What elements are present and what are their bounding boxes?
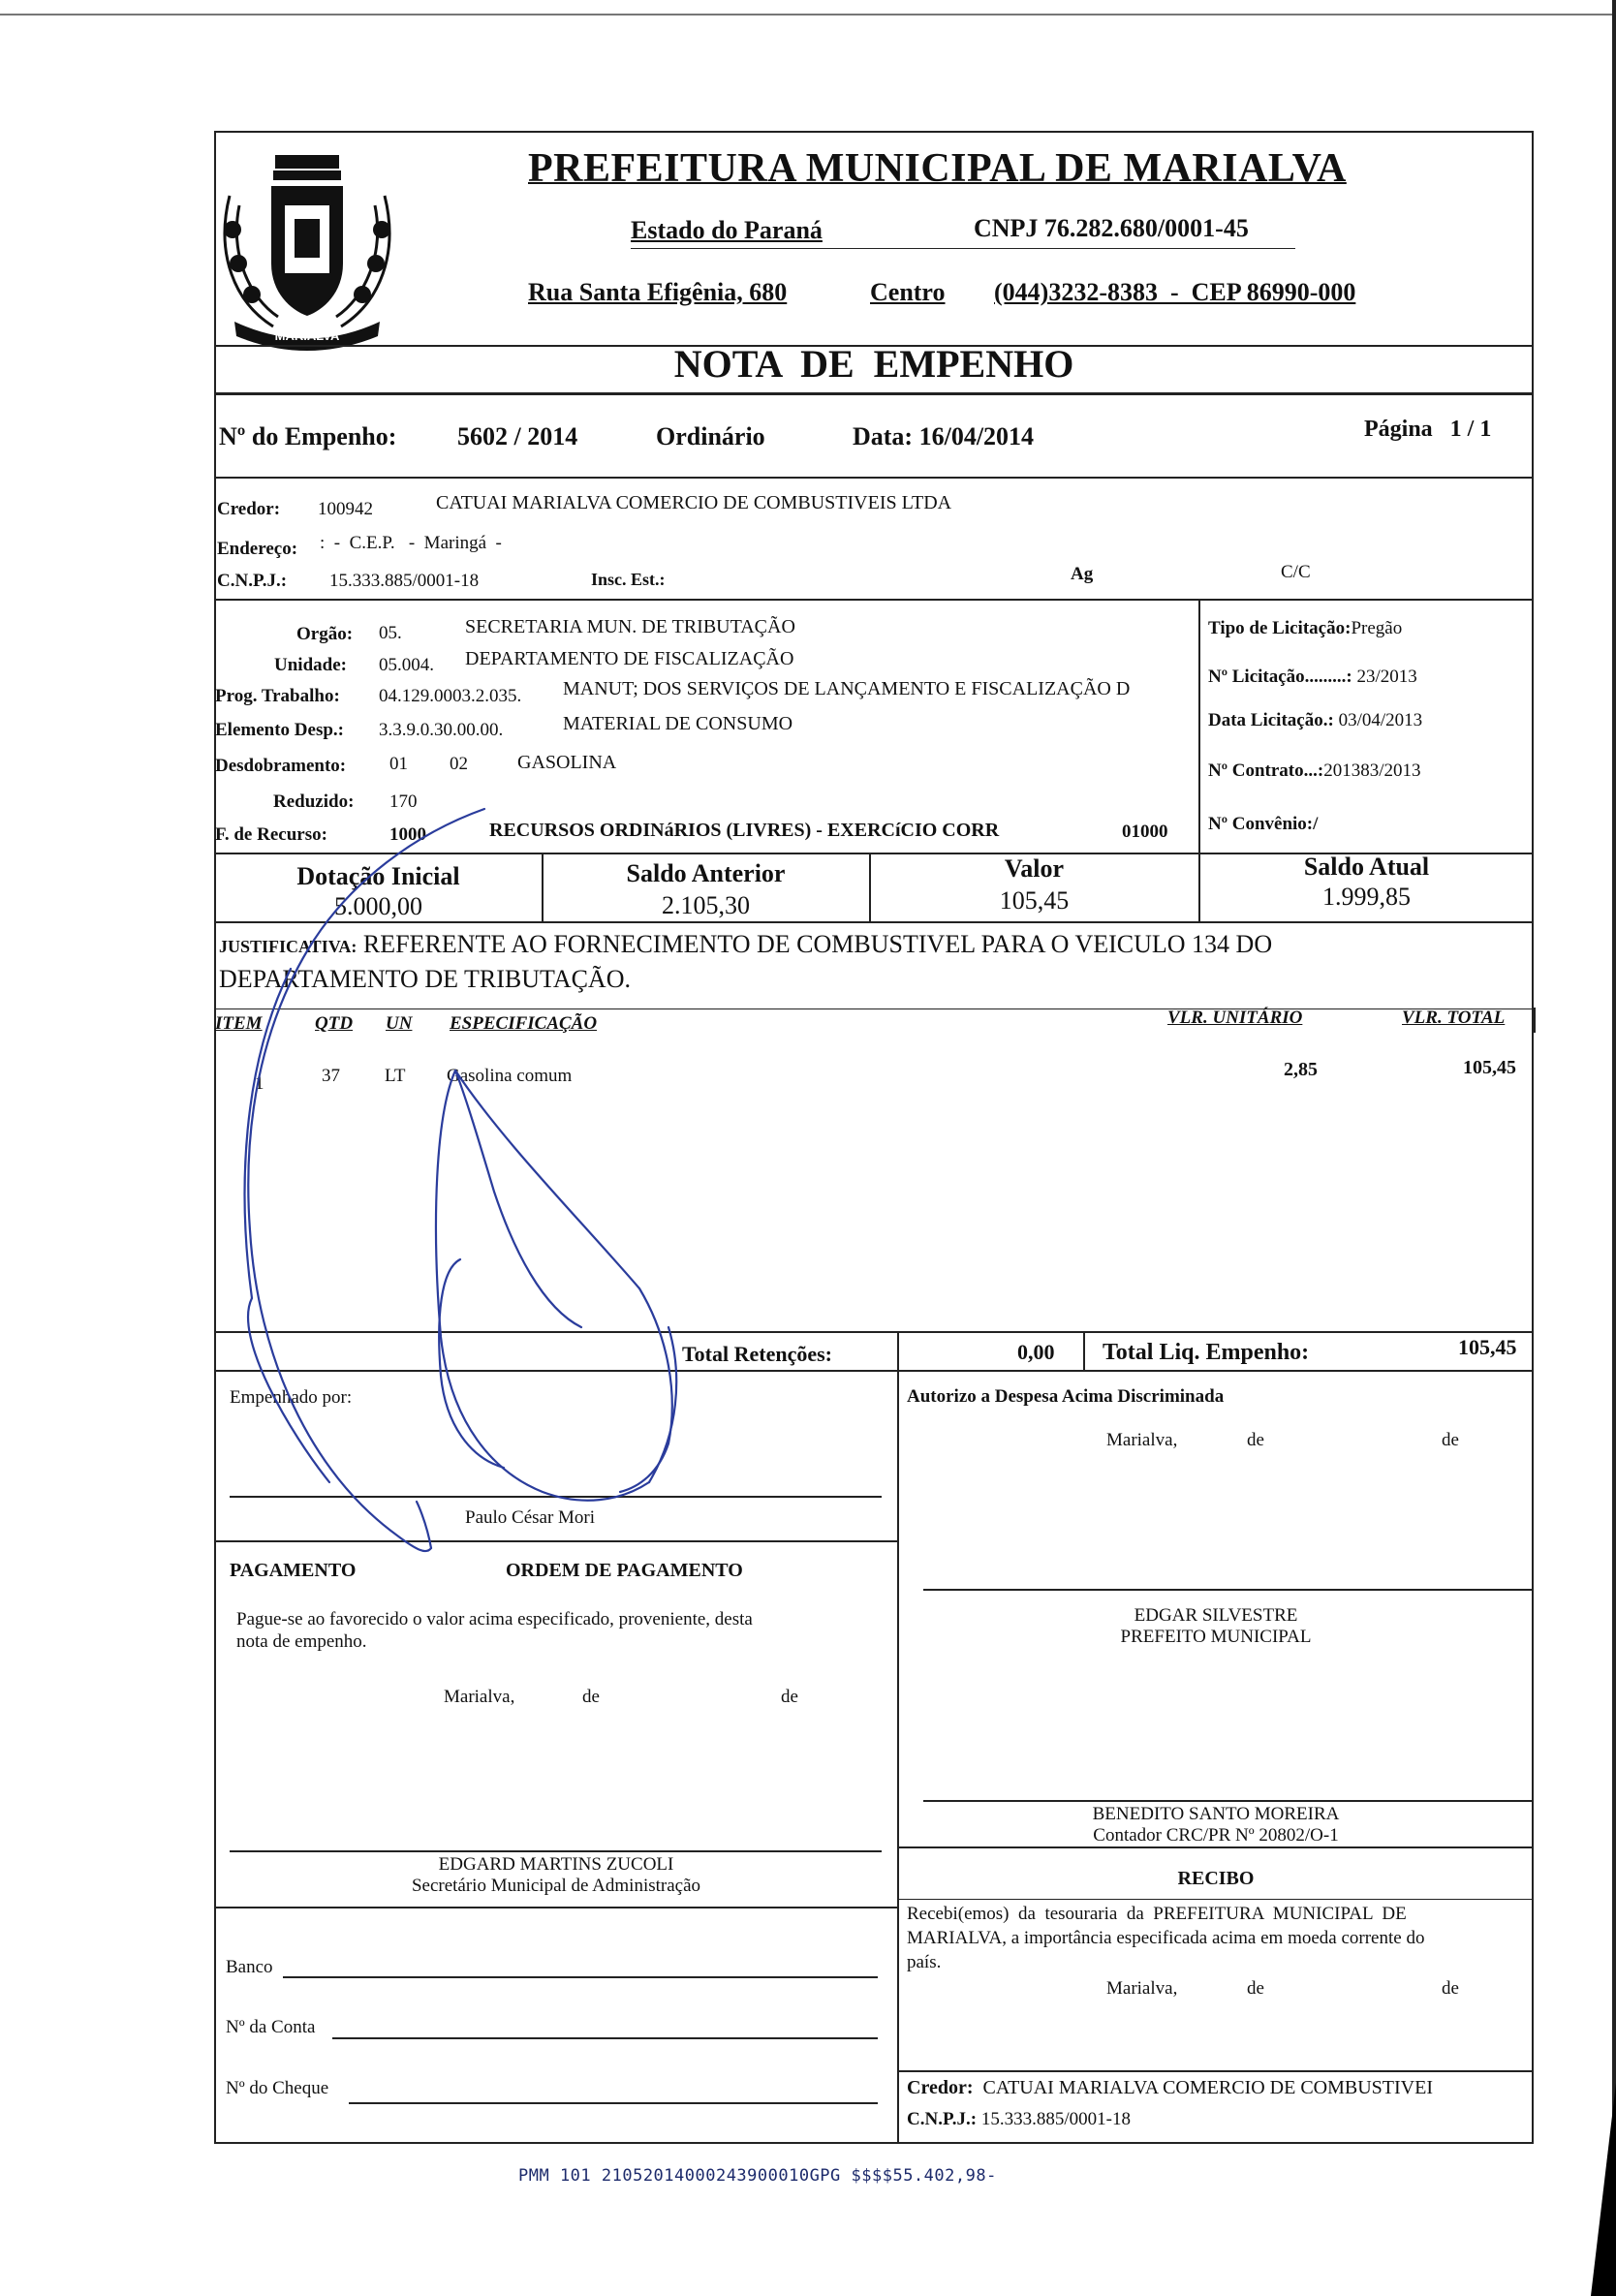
divider	[1534, 1008, 1536, 1033]
secretario-signature	[215, 1854, 897, 1897]
scan-edge-right	[1612, 0, 1616, 2296]
dotacao-inicial-label: Dotação Inicial	[296, 862, 460, 890]
reduzido-label: Reduzido:	[273, 791, 355, 812]
divider	[214, 1907, 898, 1908]
header-phone-cep: (044)3232-8383 - CEP 86990-000	[994, 278, 1356, 306]
divider	[898, 2070, 1534, 2072]
recurso-label: F. de Recurso:	[215, 824, 327, 845]
pagamento-label: PAGAMENTO	[230, 1560, 357, 1581]
item-especificacao: Gasolina comum	[447, 1066, 573, 1086]
saldo-atual-label: Saldo Atual	[1303, 853, 1430, 881]
col-item: ITEM	[215, 1013, 263, 1034]
desdobramento-label: Desdobramento:	[215, 756, 347, 776]
cheque-label: Nº do Cheque	[226, 2078, 329, 2098]
col-qtd: QTD	[315, 1013, 354, 1034]
endereco-label: Endereço:	[217, 539, 298, 559]
item-qtd: 37	[322, 1066, 340, 1086]
prog-trabalho-code: 04.129.0003.2.035.	[379, 686, 522, 706]
endereco-value: : - C.E.P. - Maringá -	[320, 533, 502, 553]
valor-value: 105,45	[999, 886, 1070, 915]
ordem-pagamento-label: ORDEM DE PAGAMENTO	[506, 1560, 743, 1581]
tipo-licitacao: Tipo de Licitação:Pregão	[1208, 618, 1403, 638]
empenho-number: 5602 / 2014	[457, 422, 578, 450]
desdobramento-b: 02	[450, 754, 468, 774]
empenhado-por-name: Paulo César Mori	[465, 1507, 596, 1528]
pagamento-de-1: de	[582, 1687, 600, 1707]
prog-trabalho-name: MANUT; DOS SERVIÇOS DE LANÇAMENTO E FISCALIZAÇÃO D	[563, 678, 1131, 699]
recibo-text-2: MARIALVA, a importância especificada acima em moeda corrente do	[907, 1928, 1425, 1948]
saldo-atual-value: 1.999,85	[1322, 883, 1411, 911]
prog-trabalho-label: Prog. Trabalho:	[215, 686, 340, 706]
divider	[1198, 599, 1200, 854]
desdobramento-a: 01	[389, 754, 408, 774]
signature-line	[230, 1850, 882, 1852]
header-street: Rua Santa Efigênia, 680	[528, 278, 788, 306]
prefeito-signature	[898, 1605, 1534, 1648]
divider	[897, 1370, 899, 2144]
empenho-label: Nº do Empenho:	[219, 422, 397, 450]
divider	[897, 1331, 899, 1370]
header-district: Centro	[870, 278, 946, 306]
signature-line	[923, 1800, 1534, 1802]
divider	[898, 1899, 1534, 1900]
pagamento-text	[236, 1608, 895, 1653]
recibo-de-1: de	[1247, 1978, 1264, 1999]
total-retencoes-label: Total Retenções:	[682, 1342, 832, 1366]
scan-edge-top	[0, 14, 1616, 16]
header-state: Estado do Paraná	[631, 216, 823, 244]
header-cnpj: CNPJ 76.282.680/0001-45	[974, 214, 1249, 242]
header-underline	[631, 248, 1295, 249]
recurso-name: RECURSOS ORDINáRIOS (LIVRES) - EXERCíCIO CORR	[489, 820, 1000, 841]
reduzido-value: 170	[389, 791, 418, 812]
pagamento-text-1: Pague-se ao favorecido o valor acima especificado, proveniente, desta	[236, 1609, 753, 1629]
recibo-text-1: Recebi(emos) da tesouraria da PREFEITURA MUNICIPAL DE	[907, 1904, 1407, 1924]
signature-line	[923, 1589, 1534, 1591]
empenho-date: Data: 16/04/2014	[853, 422, 1035, 450]
elemento-label: Elemento Desp.:	[215, 720, 344, 740]
cc-label: C/C	[1281, 562, 1311, 582]
conta-label: Nº da Conta	[226, 2017, 316, 2037]
orgao-name: SECRETARIA MUN. DE TRIBUTAÇÃO	[465, 616, 795, 637]
empenho-page: Página 1 / 1	[1364, 417, 1492, 442]
dotacao-inicial-value: 5.000,00	[334, 892, 422, 920]
pagamento-text-2: nota de empenho.	[236, 1631, 367, 1652]
signature-line	[230, 1496, 882, 1498]
credor-label: Credor:	[217, 499, 281, 519]
insc-est-label: Insc. Est.:	[591, 570, 666, 589]
item-vlr-unitario: 2,85	[1284, 1059, 1318, 1080]
numero-licitacao: Nº Licitação.........: 23/2013	[1208, 667, 1417, 687]
item-number: 1	[255, 1073, 264, 1094]
elemento-name: MATERIAL DE CONSUMO	[563, 713, 793, 734]
contador-role: Contador CRC/PR Nº 20802/O-1	[1093, 1825, 1339, 1846]
col-un: UN	[386, 1013, 413, 1034]
divider	[214, 1008, 1534, 1009]
contador-signature	[898, 1804, 1534, 1846]
empenhado-por-label: Empenhado por:	[230, 1387, 353, 1408]
prefeito-role: PREFEITO MUNICIPAL	[1120, 1627, 1312, 1647]
orgao-code: 05.	[379, 623, 402, 643]
contador-name: BENEDITO SANTO MOREIRA	[1092, 1804, 1340, 1824]
credor-footer-cnpj: C.N.P.J.: 15.333.885/0001-18	[907, 2109, 1131, 2129]
cnpj-label: C.N.P.J.:	[217, 571, 288, 591]
item-un: LT	[385, 1066, 406, 1086]
autorizo-de-2: de	[1442, 1430, 1459, 1450]
numero-contrato: Nº Contrato...:201383/2013	[1208, 760, 1421, 781]
divider	[214, 599, 1534, 601]
justificativa-label: JUSTIFICATIVA:	[219, 937, 357, 956]
unidade-label: Unidade:	[274, 655, 347, 675]
empenho-type: Ordinário	[656, 422, 765, 450]
desdobramento-name: GASOLINA	[517, 752, 617, 773]
pagamento-de-2: de	[781, 1687, 798, 1707]
conta-field[interactable]	[332, 2037, 878, 2039]
elemento-code: 3.3.9.0.30.00.00.	[379, 720, 504, 740]
total-retencoes-value: 0,00	[1017, 1340, 1055, 1364]
recibo-text	[907, 1902, 1527, 1974]
cnpj-value: 15.333.885/0001-18	[329, 571, 480, 591]
saldo-anterior-value: 2.105,30	[662, 891, 750, 919]
orgao-label: Orgão:	[296, 624, 354, 644]
autorizo-de-1: de	[1247, 1430, 1264, 1450]
credor-name: CATUAI MARIALVA COMERCIO DE COMBUSTIVEIS LTDA	[436, 492, 952, 513]
credor-code: 100942	[318, 499, 373, 519]
total-liq-empenho-value: 105,45	[1458, 1335, 1517, 1359]
divider	[214, 477, 1534, 479]
divider	[214, 392, 1534, 395]
recibo-de-2: de	[1442, 1978, 1459, 1999]
valor-label: Valor	[1004, 854, 1065, 883]
svg-text:MARIALVA: MARIALVA	[274, 328, 340, 343]
recibo-text-3: país.	[907, 1952, 942, 1972]
divider	[1083, 1331, 1085, 1370]
cheque-field[interactable]	[349, 2102, 878, 2104]
justificativa-text-2: DEPARTAMENTO DE TRIBUTAÇÃO.	[219, 965, 631, 993]
ag-label: Ag	[1071, 564, 1094, 584]
authentication-code: PMM 101 21052014000243900010GPG $$$$55.402,98-	[518, 2166, 997, 2186]
secretario-role: Secretário Municipal de Administração	[411, 1876, 701, 1896]
divider	[214, 1540, 898, 1542]
recibo-city: Marialva,	[1106, 1978, 1178, 1999]
unidade-code: 05.004.	[379, 655, 434, 675]
col-vlr-unitario: VLR. UNITÁRIO	[1167, 1008, 1303, 1028]
banco-field[interactable]	[283, 1976, 878, 1978]
item-vlr-total: 105,45	[1463, 1057, 1516, 1078]
pagamento-city: Marialva,	[444, 1687, 515, 1707]
total-liq-empenho-label: Total Liq. Empenho:	[1103, 1340, 1310, 1365]
saldo-anterior-label: Saldo Anterior	[626, 859, 786, 887]
coat-of-arms-icon	[215, 138, 399, 353]
divider	[214, 1331, 1534, 1333]
divider	[214, 1370, 1534, 1372]
unidade-name: DEPARTAMENTO DE FISCALIZAÇÃO	[465, 648, 794, 669]
header-title: PREFEITURA MUNICIPAL DE MARIALVA	[528, 146, 1347, 191]
col-vlr-total: VLR. TOTAL	[1402, 1008, 1506, 1028]
banco-label: Banco	[226, 1957, 273, 1977]
divider	[898, 1846, 1534, 1848]
secretario-name: EDGARD MARTINS ZUCOLI	[438, 1854, 674, 1875]
numero-convenio: Nº Convênio:/	[1208, 814, 1319, 834]
prefeito-name: EDGAR SILVESTRE	[1134, 1605, 1298, 1626]
autorizo-label: Autorizo a Despesa Acima Discriminada	[907, 1386, 1225, 1407]
col-especificacao: ESPECIFICAÇÃO	[450, 1013, 598, 1034]
justificativa-text-1: REFERENTE AO FORNECIMENTO DE COMBUSTIVEL PARA O VEICULO 134 DO	[362, 930, 1273, 958]
recurso-number: 01000	[1122, 822, 1168, 842]
document-title: NOTA DE EMPENHO	[673, 342, 1074, 386]
recurso-code: 1000	[389, 824, 426, 845]
justificativa	[219, 928, 1517, 995]
recibo-title: RECIBO	[1177, 1868, 1255, 1889]
divider	[214, 921, 1534, 923]
credor-footer: Credor: CATUAI MARIALVA COMERCIO DE COMBUSTIVEI	[907, 2077, 1433, 2098]
data-licitacao: Data Licitação.: 03/04/2013	[1208, 710, 1423, 730]
autorizo-city: Marialva,	[1106, 1430, 1178, 1450]
